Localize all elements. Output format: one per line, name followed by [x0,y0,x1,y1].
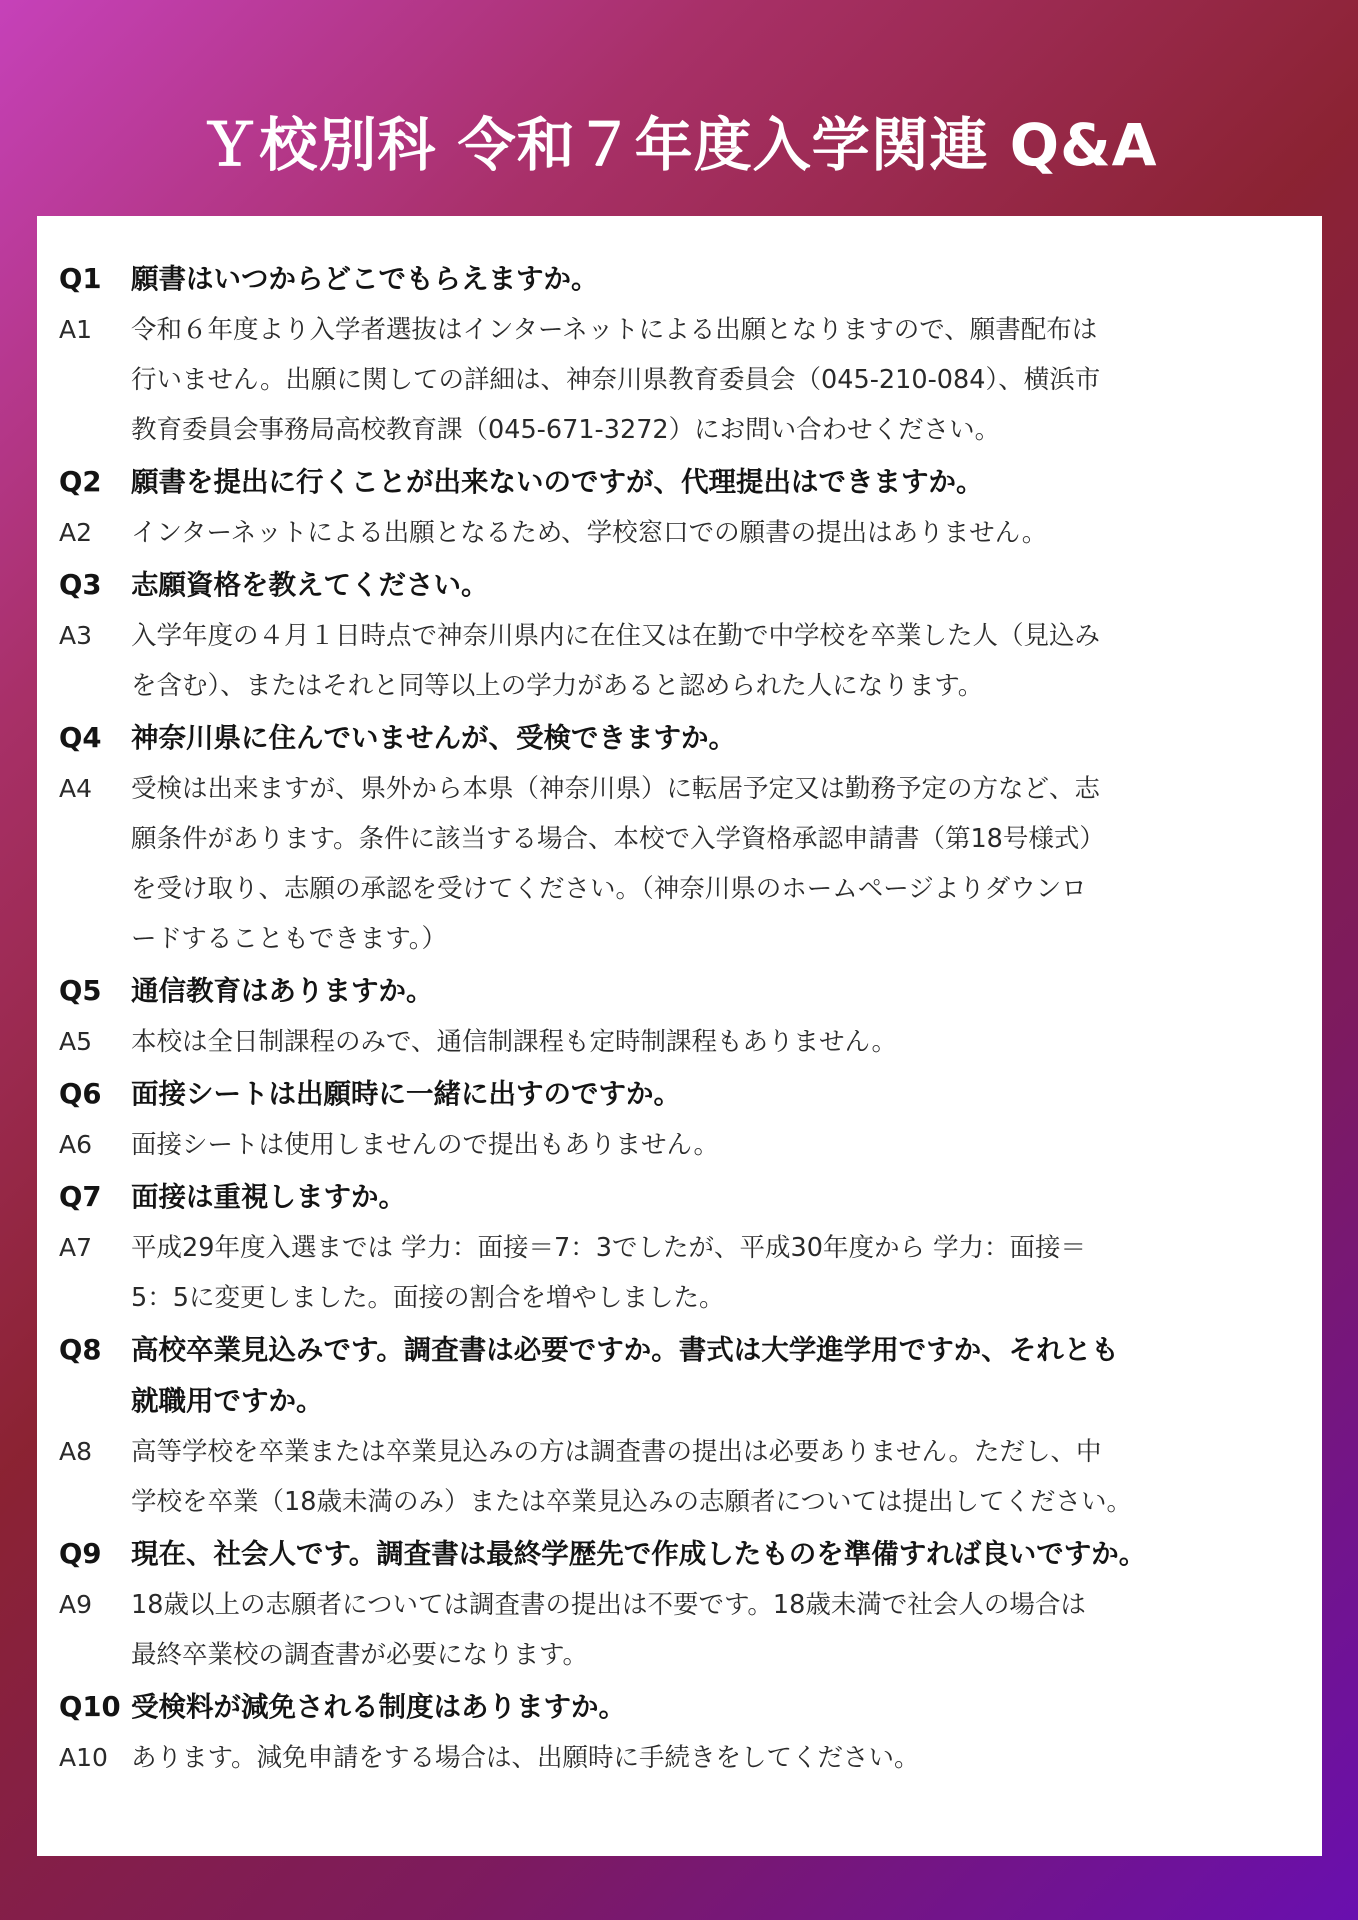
question-line: 面接は重視しますか。 [131,1181,406,1213]
question-3 [59,560,1309,611]
answer-line: 受検は出来ますが、県外から本県（神奈川県）に転居予定又は勤務予定の方など、志 [131,774,1101,804]
answer-text [131,508,1309,558]
answer-line: 5：5に変更しました。面接の割合を増やしました。 [131,1283,725,1313]
answer-text [131,1017,1309,1067]
answer-text [131,1580,1309,1680]
question-8 [59,1325,1309,1427]
answer-label: A8 [59,1437,93,1466]
question-text [131,254,1309,305]
question-7 [59,1172,1309,1223]
answer-line: 平成29年度入選までは 学力：面接＝7：3でしたが、平成30年度から 学力：面接＝ [131,1233,1087,1263]
question-label: Q9 [59,1538,102,1570]
answer-2 [59,508,1309,558]
question-text [131,560,1309,611]
answer-line: 最終卒業校の調査書が必要になります。 [131,1640,588,1670]
answer-line: あります。減免申請をする場合は、出願時に手続きをしてください。 [131,1743,920,1773]
answer-text [131,305,1309,455]
answer-line: 高等学校を卒業または卒業見込みの方は調査書の提出は必要ありません。ただし、中 [131,1437,1102,1467]
answer-text [131,1120,1309,1170]
qa-card [37,216,1322,1856]
answer-label: A2 [59,518,93,547]
answer-line: を含む）、またはそれと同等以上の学力があると認められた人になります。 [131,671,984,701]
answer-9 [59,1580,1309,1680]
question-line: 願書はいつからどこでもらえますか。 [131,263,599,295]
answer-text [131,1427,1309,1527]
question-6 [59,1069,1309,1120]
answer-line: インターネットによる出願となるため、学校窓口での願書の提出はありません。 [131,518,1048,548]
question-label: Q10 [59,1691,121,1723]
answer-label: A3 [59,621,93,650]
question-text [131,1172,1309,1223]
answer-line: 行いません。出願に関しての詳細は、神奈川県教育委員会（045-210-084）、横浜市 [131,365,1101,395]
answer-label: A4 [59,774,93,803]
answer-line: 面接シートは使用しませんので提出もありません。 [131,1130,720,1160]
answer-text [131,764,1309,964]
page-title: Ｙ校別科 令和７年度入学関連 Q&A [200,111,1158,179]
question-line: 通信教育はありますか。 [131,975,434,1007]
answer-line: を受け取り、志願の承認を受けてください。（神奈川県のホームページよりダウンロ [131,874,1087,904]
question-text [131,1325,1309,1427]
question-line: 志願資格を教えてください。 [131,569,489,601]
answer-label: A10 [59,1743,108,1772]
answer-1 [59,305,1309,455]
answer-line: 入学年度の４月１日時点で神奈川県内に在住又は在勤で中学校を卒業した人（見込み [131,621,1101,651]
answer-line: 学校を卒業（18歳未満のみ）または卒業見込みの志願者については提出してください。 [131,1487,1132,1517]
answer-line: 願条件があります。条件に該当する場合、本校で入学資格承認申請書（第18号様式） [131,824,1105,854]
question-line: 高校卒業見込みです。調査書は必要ですか。書式は大学進学用ですか、それとも [131,1334,1119,1366]
question-label: Q2 [59,466,102,498]
answer-6 [59,1120,1309,1170]
answer-8 [59,1427,1309,1527]
question-line: 願書を提出に行くことが出来ないのですが、代理提出はできますか。 [131,466,984,498]
question-line: 就職用ですか。 [131,1385,324,1417]
answer-text [131,611,1309,711]
question-text [131,966,1309,1017]
answer-10 [59,1733,1309,1783]
question-10 [59,1682,1309,1733]
question-label: Q6 [59,1078,102,1110]
answer-line: ードすることもできます。） [131,924,447,954]
question-text [131,457,1309,508]
answer-label: A5 [59,1027,93,1056]
answer-label: A9 [59,1590,93,1619]
question-line: 面接シートは出願時に一緒に出すのですか。 [131,1078,681,1110]
question-line: 現在、社会人です。調査書は最終学歴先で作成したものを準備すれば良いですか。 [131,1538,1147,1570]
question-9 [59,1529,1309,1580]
question-5 [59,966,1309,1017]
answer-line: 教育委員会事務局高校教育課（045-671-3272）にお問い合わせください。 [131,415,1001,445]
question-label: Q8 [59,1334,102,1366]
answer-line: 本校は全日制課程のみで、通信制課程も定時制課程もありません。 [131,1027,898,1057]
question-line: 受検料が減免される制度はありますか。 [131,1691,626,1723]
answer-5 [59,1017,1309,1067]
answer-4 [59,764,1309,964]
question-text [131,1069,1309,1120]
question-text [131,713,1309,764]
answer-line: 18歳以上の志願者については調査書の提出は不要です。18歳未満で社会人の場合は [131,1590,1086,1620]
qa-list [59,254,1309,1785]
answer-7 [59,1223,1309,1323]
question-label: Q1 [59,263,102,295]
question-line: 神奈川県に住んでいませんが、受検できますか。 [131,722,736,754]
answer-label: A6 [59,1130,93,1159]
answer-text [131,1223,1309,1323]
question-label: Q3 [59,569,102,601]
question-text [131,1682,1309,1733]
answer-label: A1 [59,315,93,344]
answer-3 [59,611,1309,711]
answer-text [131,1733,1309,1783]
question-text [131,1529,1309,1580]
answer-line: 令和６年度より入学者選抜はインターネットによる出願となりますので、願書配布は [131,315,1098,345]
question-4 [59,713,1309,764]
question-label: Q7 [59,1181,102,1213]
question-2 [59,457,1309,508]
question-label: Q4 [59,722,102,754]
question-label: Q5 [59,975,102,1007]
answer-label: A7 [59,1233,93,1262]
question-1 [59,254,1309,305]
